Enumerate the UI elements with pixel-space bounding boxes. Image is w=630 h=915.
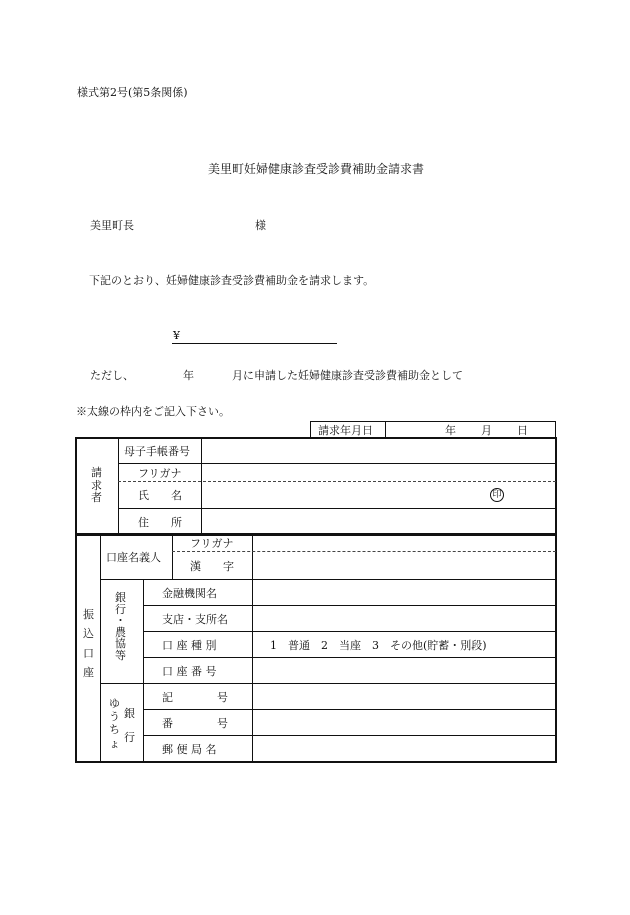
proviso-month-text: 月に申請した妊婦健康診査受診費補助金として [232,369,463,382]
request-date-year[interactable]: 年 [445,424,456,437]
label-boshi-techo-number: 母子手帳番号 [124,444,190,458]
addressee-name: 美里町長 [90,219,134,232]
boshi-techo-number-field[interactable] [202,438,556,463]
page-title: 美里町妊婦健康診査受診費補助金請求書 [208,162,425,176]
amount-underline [172,343,337,344]
bank-section-label: 銀 行 ・ 農 協 等 [115,591,126,662]
transfer-section-label: 振 込 口 座 [83,608,94,679]
label-financial-institution: 金融機関名 [162,586,217,600]
proviso-year: 年 [183,369,194,382]
request-date-label: 請求年月日 [318,424,373,437]
proviso-prefix: ただし、 [90,369,134,382]
label-yucho-symbol: 記 号 [162,690,228,704]
request-date-day[interactable]: 日 [517,424,528,437]
request-date-divider [385,421,386,438]
label-holder-furigana: フリガナ [190,537,234,550]
label-yucho-number: 番 号 [162,716,228,730]
fill-in-note: ※太線の枠内をご記入下さい。 [76,405,230,418]
name-field[interactable] [202,482,482,508]
yucho-label-col2: 銀 行 [124,707,135,745]
transfer-divider-1 [100,535,101,762]
holder-kanji-field[interactable] [253,552,556,579]
label-account-type: 口 座 種 別 [162,638,217,652]
form-number: 様式第2号(第5条関係) [77,86,188,99]
financial-institution-field[interactable] [253,580,556,605]
label-account-number: 口 座 番 号 [162,664,217,678]
yucho-symbol-field[interactable] [253,684,556,709]
transfer-divider-holder [172,535,173,579]
yucho-label-col1: ゆ う ち ょ [109,697,120,750]
account-number-field[interactable] [253,658,556,683]
holder-furigana-field[interactable] [253,535,556,551]
address-field[interactable] [202,509,556,534]
label-branch: 支店・支所名 [162,612,228,626]
claimant-section-label: 請 求 者 [91,466,102,505]
addressee-honorific: 様 [255,219,266,232]
label-name: 氏 名 [138,489,182,502]
branch-field[interactable] [253,606,556,631]
furigana-field[interactable] [202,464,556,481]
request-date-month[interactable]: 月 [481,424,492,437]
seal-mark: 印 [490,488,504,502]
request-text: 下記のとおり、妊婦健康診査受診費補助金を請求します。 [89,274,375,287]
claimant-divider-1 [118,438,119,534]
account-type-options[interactable]: 1 普通 2 当座 3 その他(貯蓄・別段) [270,638,487,652]
label-holder-kanji: 漢 字 [190,559,234,573]
label-furigana: フリガナ [138,466,182,480]
yucho-number-field[interactable] [253,710,556,735]
label-address: 住 所 [138,515,182,529]
label-account-holder: 口座名義人 [106,551,161,564]
label-post-office: 郵 便 局 名 [162,743,217,756]
post-office-field[interactable] [253,736,556,762]
currency-symbol: ¥ [173,329,180,342]
